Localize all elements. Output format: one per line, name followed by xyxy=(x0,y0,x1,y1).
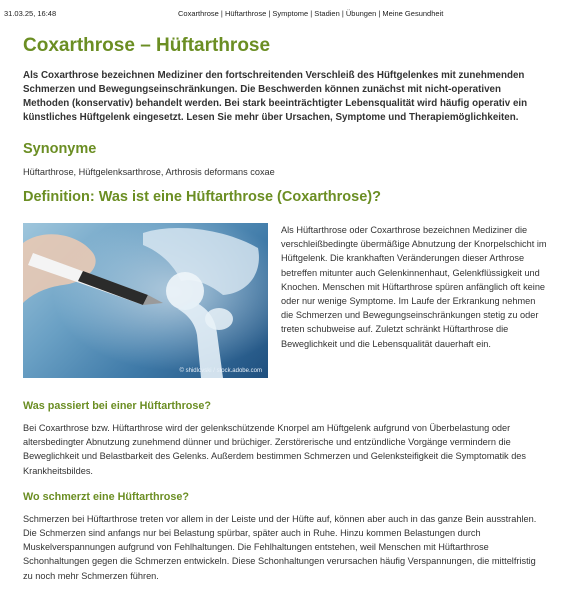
print-timestamp: 31.03.25, 16:48 xyxy=(4,9,57,18)
page-title: Coxarthrose – Hüftarthrose xyxy=(23,35,271,56)
hip-joint-illustration xyxy=(23,223,268,378)
breadcrumb[interactable]: Coxarthrose | Hüftarthrose | Symptome | Stadien | Übungen | Meine Gesundheit xyxy=(178,9,444,18)
definition-text: Als Hüftarthrose oder Coxarthrose bezeichnen Mediziner die verschleißbedingte übermäßige Abnutzung der Knorpelschicht im Hüftgelenk. Die krankhaften Veränderungen dieser Arthrose betreffen mitunter auch Gelenkinnenhaut, Gelenkflüssigkeit und Knochen. Menschen mit Hüftarthrose spüren anfänglich oft keine oder nur wenige Symptome. Im Laufe der Erkrankung nehmen die Schmerzen und Bewegungseinschränkungen stetig zu oder treten schubweise auf. Zuletzt schränkt Hüftarthrose die Beweglichkeit und die Lebensqualität dauerhaft ein. xyxy=(281,225,547,349)
hip-xray-image xyxy=(23,223,268,378)
synonyms-text: Hüftarthrose, Hüftgelenksarthrose, Arthrosis deformans coxae xyxy=(23,167,275,177)
definition-block xyxy=(23,223,548,381)
where-pain-text: Schmerzen bei Hüftarthrose treten vor allem in der Leiste und der Hüfte auf, können aber auch in das ganze Bein ausstrahlen. Die Schmerzen sind anfangs nur bei Belastung spürbar, später auch in Ruhe. Hinzu kommen Belastungen durch Muskelverspannungen aufgrund von Fehlhaltungen. Die Fehlhaltungen entstehen, weil Menschen mit Hüftarthrose Schonhaltungen gegen die Schmerzen entwickeln. Diese Schonhaltungen verursachen häufig Verspannungen, die mittelfristig zu noch mehr Schmerzen führen. xyxy=(23,513,537,581)
print-header xyxy=(0,0,569,22)
synonyms-heading: Synonyme xyxy=(23,141,97,157)
definition-heading: Definition: Was ist eine Hüftarthrose (Coxarthrose)? xyxy=(23,189,381,205)
article xyxy=(23,34,548,583)
what-happens-text: Bei Coxarthrose bzw. Hüftarthrose wird der gelenkschützende Knorpel am Hüftgelenk aufgrund von Überbelastung oder altersbedingter Abnutzung zunehmend dünner und brüchiger. Zerstörerische und entzündliche Vorgänge vermindern die Beweglichkeit und Belastbarkeit des Gelenks. Außerdem bestimmen Schmerzen und Gelenksteifigkeit die Symptomatik des Krankheitsbildes. xyxy=(23,423,527,476)
intro-paragraph: Als Coxarthrose bezeichnen Mediziner den fortschreitenden Verschleiß des Hüftgelenkes mit zunehmenden Schmerzen und Bewegungseinschränkungen. Die Beschwerden können zunächst mit nicht-operativen Methoden (konservativ) behandelt werden. Bei stark beeinträchtigter Lebensqualität wird häufig operativ ein künstliches Hüftgelenk eingesetzt. Lesen Sie mehr über Ursachen, Symptome und Therapiemöglichkeiten. xyxy=(23,70,528,123)
where-pain-heading: Wo schmerzt eine Hüftarthrose? xyxy=(23,490,189,503)
image-credit: © shidlovski / stock.adobe.com xyxy=(179,368,262,374)
what-happens-heading: Was passiert bei einer Hüftarthrose? xyxy=(23,400,211,412)
